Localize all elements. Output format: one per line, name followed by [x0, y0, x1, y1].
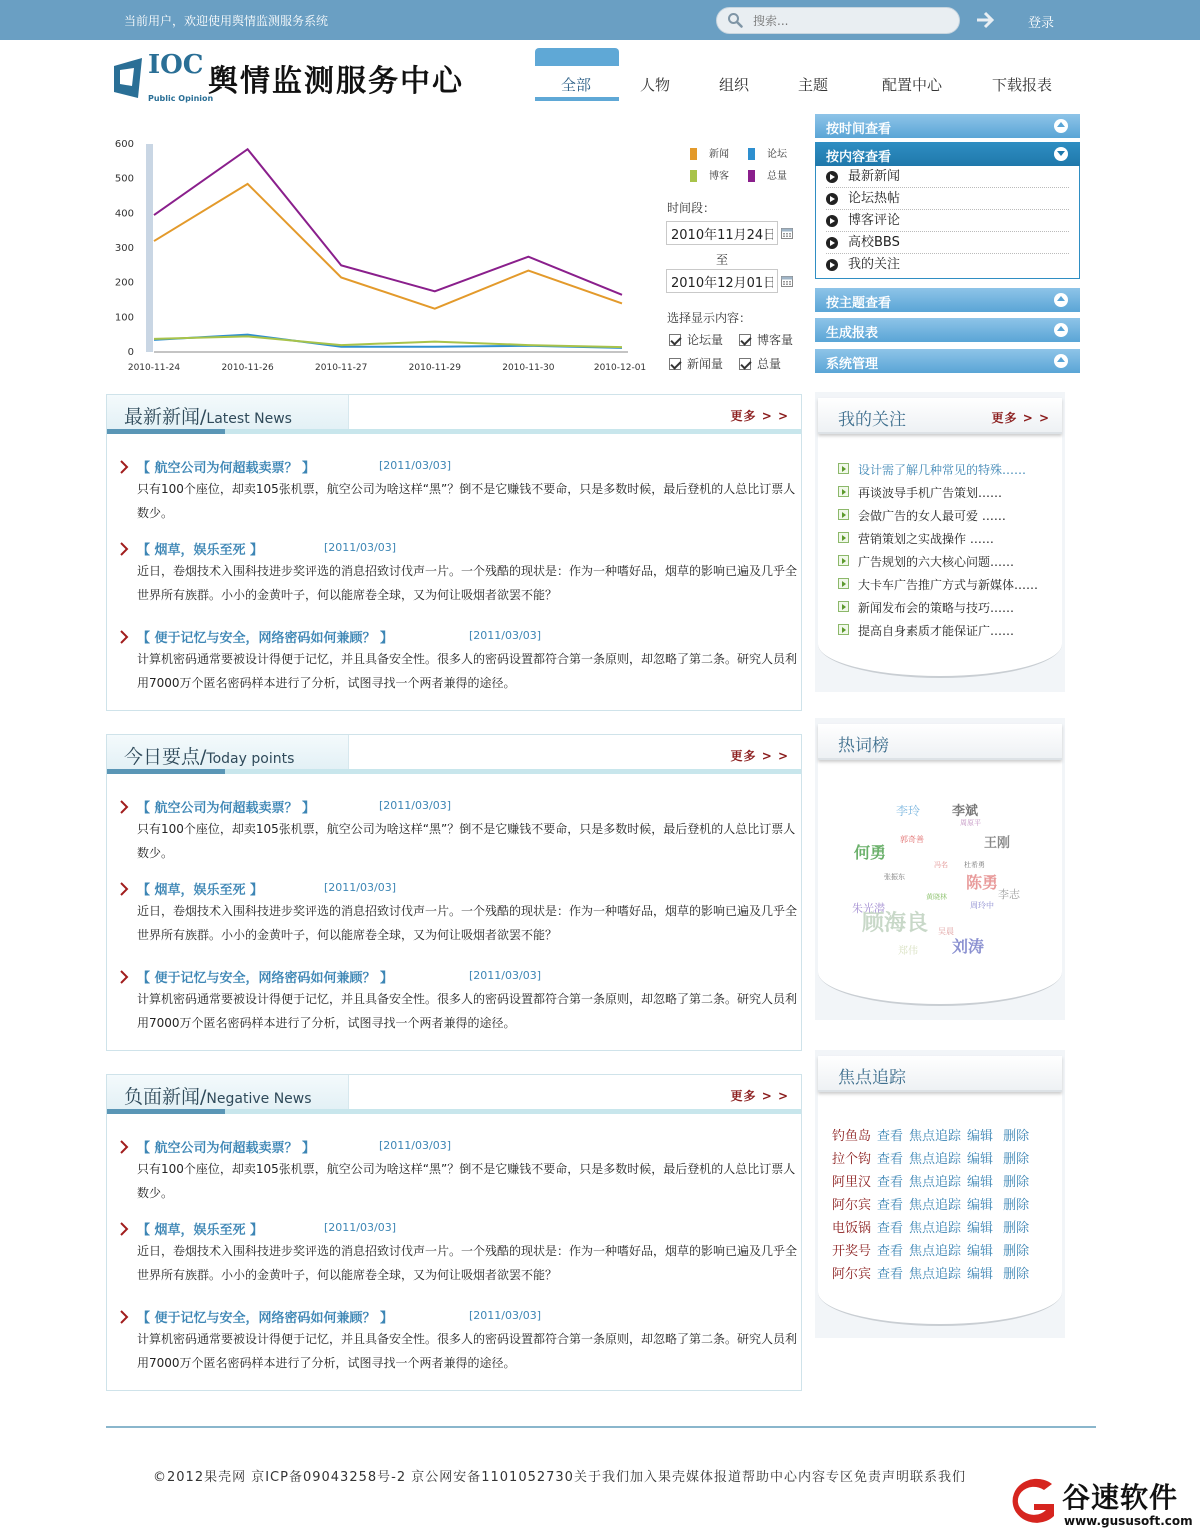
view-link[interactable]: 查看	[877, 1244, 904, 1259]
x-tick-label: 2010-11-27	[315, 363, 368, 373]
search-icon	[727, 12, 743, 28]
collapse-up-icon[interactable]	[1054, 323, 1068, 337]
panel-divider-accent	[107, 1109, 225, 1114]
focus-keyword[interactable]: 阿尔宾	[832, 1267, 872, 1282]
chevron-right-icon	[119, 630, 129, 644]
focus-keyword[interactable]: 拉个钩	[832, 1152, 872, 1167]
watermark-url: www.gususoft.com	[1064, 1514, 1193, 1528]
collapse-up-icon[interactable]	[1054, 293, 1068, 307]
view-link[interactable]: 查看	[877, 1175, 904, 1190]
arrow-box-icon	[838, 555, 849, 566]
focus-track-link[interactable]: 焦点追踪	[909, 1152, 962, 1167]
panel-title: 今日要点/Today points	[124, 746, 295, 768]
arrow-box-icon	[838, 624, 849, 635]
news-volume-checkbox[interactable]	[669, 355, 723, 372]
nav-active-indicator	[535, 48, 619, 66]
hot-word[interactable]: 何勇	[854, 843, 887, 862]
arrow-box-icon	[838, 486, 849, 497]
hot-word[interactable]: 顾海良	[862, 911, 929, 936]
accordion-system	[815, 349, 1080, 373]
chevron-right-icon	[119, 1310, 129, 1324]
legend-swatch	[690, 170, 697, 182]
calendar-icon[interactable]	[781, 275, 793, 287]
legend-item: 新闻	[690, 145, 729, 160]
y-tick-label: 600	[114, 139, 134, 150]
news-date: [2011/03/03]	[469, 1309, 541, 1322]
checkbox-box[interactable]	[669, 334, 681, 346]
start-date-input[interactable]	[666, 221, 778, 245]
y-tick-label: 500	[114, 173, 134, 185]
x-tick-label: 2010-11-26	[221, 363, 274, 373]
hot-word[interactable]: 朱光潜	[852, 902, 885, 915]
more-link[interactable]: 更多 > >	[730, 1089, 789, 1103]
focus-track-link[interactable]: 焦点追踪	[909, 1221, 962, 1236]
checkbox-label: 论坛量	[687, 333, 724, 347]
total-volume-checkbox[interactable]	[739, 355, 781, 372]
logo-subtitle: Public Opinion	[148, 94, 214, 103]
hot-word[interactable]: 李志	[998, 888, 1020, 901]
x-tick-label: 2010-11-30	[502, 363, 555, 373]
trend-chart	[110, 130, 660, 380]
accordion-report	[815, 318, 1080, 342]
accordion-body-content	[815, 166, 1080, 279]
latest-news-panel	[106, 394, 802, 711]
news-title[interactable]: 【 便于记忆与安全，网络密码如何兼顾？ 】	[137, 971, 394, 986]
hot-word[interactable]: 周原平	[960, 819, 981, 827]
nav-tab-topic[interactable]: 主题	[798, 76, 829, 94]
expand-down-icon[interactable]	[1054, 147, 1068, 161]
news-date: [2011/03/03]	[379, 1139, 451, 1152]
y-tick-label: 200	[114, 277, 134, 289]
hot-word[interactable]: 李斌	[952, 804, 979, 819]
news-title[interactable]: 【 便于记忆与安全，网络密码如何兼顾？ 】	[137, 1311, 394, 1326]
panel-tab	[107, 735, 349, 771]
y-tick-label: 0	[127, 347, 134, 358]
play-bullet-icon	[826, 259, 838, 271]
chevron-right-icon	[119, 800, 129, 814]
sidebox-header	[818, 398, 1062, 434]
news-summary: 计算机密码通常要被设计得便于记忆，并且具备安全性。很多人的密码设置都符合第一条原则，却忽略了第二条。研究人员利用7000万个匿名密码样本进行了分析，试图寻找一个两者兼得的途径。	[137, 652, 798, 690]
news-date: [2011/03/03]	[324, 541, 396, 554]
negative-news-panel	[106, 1074, 802, 1391]
news-title[interactable]: 【 航空公司为何超载卖票？ 】	[137, 801, 316, 816]
delete-link[interactable]: 删除	[1003, 1267, 1030, 1282]
news-date: [2011/03/03]	[469, 969, 541, 982]
news-date: [2011/03/03]	[324, 1221, 396, 1234]
accordion-header-system[interactable]: 系统管理	[815, 349, 1080, 373]
calendar-icon[interactable]	[781, 227, 793, 239]
news-title[interactable]: 【 航空公司为何超载卖票？ 】	[137, 1141, 316, 1156]
hot-words-box	[815, 718, 1065, 1020]
nav-tab-download-report[interactable]: 下载报表	[992, 76, 1053, 94]
watermark-logo	[1004, 1476, 1060, 1528]
content-item-blog-comments[interactable]: 博客评论	[826, 210, 1069, 232]
edit-link[interactable]: 编辑	[967, 1244, 994, 1259]
series-line	[154, 149, 622, 295]
content-item-my-follow[interactable]: 我的关注	[826, 254, 1069, 276]
panel-title: 负面新闻/Negative News	[124, 1086, 312, 1108]
arrow-box-icon	[838, 509, 849, 520]
panel-divider-accent	[107, 769, 225, 774]
news-summary: 只有100个座位，却卖105张机票，航空公司为啥这样“黑”？倒不是它赚钱不要命，只是多数时候，最后登机的人总比订票人数少。	[137, 822, 796, 860]
news-date: [2011/03/03]	[324, 881, 396, 894]
hot-word[interactable]: 黄晓林	[926, 893, 947, 901]
play-bullet-icon	[826, 171, 838, 183]
series-line	[154, 184, 622, 309]
y-tick-label: 400	[114, 208, 134, 220]
focus-tracking-box	[815, 1050, 1065, 1338]
watermark	[1000, 1474, 1200, 1530]
news-summary: 近日，卷烟技术入围科技进步奖评选的消息招致讨伐声一片。一个残酷的现状是：作为一种嗜好品，烟草的影响已遍及几乎全世界所有族群。小小的金黄叶子，何以能席卷全球，又为何让吸烟者欲罢不能？	[137, 904, 798, 942]
today-points-panel	[106, 734, 802, 1051]
focus-row	[832, 1148, 1029, 1167]
panel-tab	[107, 1075, 349, 1111]
logo-letters: IOC	[148, 50, 204, 80]
chevron-right-icon	[119, 460, 129, 474]
hot-word[interactable]: 杜希勇	[964, 861, 985, 869]
focus-keyword[interactable]: 阿里汉	[832, 1175, 872, 1190]
focus-keyword[interactable]: 钓鱼岛	[832, 1129, 872, 1144]
forum-volume-checkbox[interactable]	[669, 331, 723, 348]
panel-title: 最新新闻/Latest News	[124, 406, 292, 428]
chart-axis-band	[146, 144, 153, 352]
collapse-up-icon[interactable]	[1054, 354, 1068, 368]
main-nav	[535, 48, 1080, 102]
news-title[interactable]: 【 航空公司为何超载卖票？ 】	[137, 461, 316, 476]
content-item-forum-hot[interactable]: 论坛热帖	[826, 188, 1069, 210]
checkbox-label: 总量	[757, 357, 782, 371]
search-box[interactable]	[716, 7, 960, 34]
y-tick-label: 300	[114, 243, 134, 254]
news-date: [2011/03/03]	[469, 629, 541, 642]
watermark-text: 谷速软件	[1062, 1481, 1179, 1514]
accordion-header-by-topic[interactable]: 按主题查看	[815, 288, 1080, 312]
chevron-right-icon	[119, 1140, 129, 1154]
focus-keyword[interactable]: 电饭锅	[832, 1221, 872, 1236]
focus-row	[832, 1240, 1029, 1259]
display-content-label: 选择显示内容：	[667, 311, 752, 325]
footer-divider	[106, 1426, 1096, 1428]
legend-item: 博客	[690, 167, 729, 182]
news-title[interactable]: 【 便于记忆与安全，网络密码如何兼顾？ 】	[137, 631, 394, 646]
play-bullet-icon	[826, 193, 838, 205]
panel-divider-accent	[107, 429, 225, 434]
news-date: [2011/03/03]	[379, 459, 451, 472]
nav-tab-organization[interactable]: 组织	[719, 76, 750, 94]
view-link[interactable]: 查看	[877, 1129, 904, 1144]
focus-row	[832, 1125, 1029, 1144]
accordion-by-topic	[815, 288, 1080, 312]
checkbox-box[interactable]	[739, 358, 751, 370]
hot-word[interactable]: 郑伟	[898, 946, 918, 957]
focus-track-link[interactable]: 焦点追踪	[909, 1267, 962, 1282]
news-title[interactable]: 【 烟草，娱乐至死 】	[137, 883, 264, 898]
view-link[interactable]: 查看	[877, 1152, 904, 1167]
accordion-by-content	[815, 142, 1080, 279]
my-follow-box	[815, 392, 1065, 692]
end-date-input[interactable]	[666, 269, 778, 293]
more-link[interactable]: 更多 > >	[730, 409, 789, 423]
nav-tab-config[interactable]: 配置中心	[882, 76, 943, 94]
nav-active-underline	[535, 97, 619, 101]
to-label: 至	[716, 253, 729, 267]
legend-swatch	[748, 170, 755, 182]
my-follow-title: 我的关注	[838, 410, 906, 430]
sidebox-header	[818, 1056, 1062, 1092]
delete-link[interactable]: 删除	[1003, 1152, 1030, 1167]
view-link[interactable]: 查看	[877, 1198, 904, 1213]
arrow-box-icon	[838, 601, 849, 612]
focus-track-link[interactable]: 焦点追踪	[909, 1244, 962, 1259]
news-date: [2011/03/03]	[379, 799, 451, 812]
delete-link[interactable]: 删除	[1003, 1175, 1030, 1190]
news-title[interactable]: 【 烟草，娱乐至死 】	[137, 1223, 264, 1238]
focus-row	[832, 1171, 1029, 1190]
chevron-right-icon	[119, 970, 129, 984]
arrow-box-icon	[838, 532, 849, 543]
focus-track-link[interactable]: 焦点追踪	[909, 1129, 962, 1144]
play-bullet-icon	[826, 215, 838, 227]
arrow-box-icon	[838, 463, 849, 474]
welcome-text: 当前用户，欢迎使用舆情监测服务系统	[124, 14, 329, 28]
hot-word[interactable]: 周玲中	[970, 901, 994, 910]
delete-link[interactable]: 删除	[1003, 1129, 1030, 1144]
delete-link[interactable]: 删除	[1003, 1198, 1030, 1213]
y-tick-label: 100	[114, 312, 134, 324]
collapse-up-icon[interactable]	[1054, 119, 1068, 133]
legend-swatch	[748, 148, 755, 160]
news-summary: 只有100个座位，却卖105张机票，航空公司为啥这样“黑”？倒不是它赚钱不要命，只是多数时候，最后登机的人总比订票人数少。	[137, 482, 796, 520]
legend-item: 论坛	[748, 145, 787, 160]
accordion-header-by-content[interactable]: 按内容查看	[815, 142, 1080, 166]
hot-word[interactable]: 冯名	[934, 861, 948, 869]
news-title[interactable]: 【 烟草，娱乐至死 】	[137, 543, 264, 558]
more-link[interactable]: 更多 > >	[991, 411, 1050, 425]
checkbox-box[interactable]	[739, 334, 751, 346]
arrow-box-icon	[838, 578, 849, 589]
edit-link[interactable]: 编辑	[967, 1198, 994, 1213]
focus-track-link[interactable]: 焦点追踪	[909, 1198, 962, 1213]
login-link[interactable]: 登录	[1028, 16, 1055, 31]
my-follow-card: 我的关注 更多 > > 设计需了解几种常见的特殊…… 再谈波导手机广告策划…… 会做广告的女人最可爱 …… 营销策划之实战操作 …… 广告规划的六大核心问题…… 大卡车广告推广方式与新媒体…… 新闻发布会的策略与技巧…… 提高自身素质才能保证广……	[818, 398, 1062, 678]
focus-row	[832, 1217, 1029, 1236]
blog-volume-checkbox[interactable]	[739, 331, 793, 348]
chevron-right-icon	[119, 542, 129, 556]
top-bar	[0, 0, 1200, 40]
content-item-latest-news[interactable]: 最新新闻	[826, 166, 1069, 188]
legend-item: 总量	[748, 167, 787, 182]
focus-tracking-card	[818, 1056, 1062, 1326]
legend-swatch	[690, 148, 697, 160]
panel-tab	[107, 395, 349, 431]
nav-tab-all[interactable]: 全部	[561, 76, 592, 94]
focus-tracking-title: 焦点追踪	[838, 1068, 906, 1088]
hot-words-title: 热词榜	[838, 736, 889, 756]
sidebox-header	[818, 724, 1062, 760]
site-title: 舆情监测服务中心	[208, 64, 464, 99]
edit-link[interactable]: 编辑	[967, 1175, 994, 1190]
hot-words-card	[818, 724, 1062, 1006]
chevron-right-icon	[119, 1222, 129, 1236]
series-line	[154, 336, 622, 347]
focus-row	[832, 1263, 1029, 1282]
focus-keyword[interactable]: 开奖号	[832, 1244, 872, 1259]
edit-link[interactable]: 编辑	[967, 1152, 994, 1167]
news-summary: 只有100个座位，却卖105张机票，航空公司为啥这样“黑”？倒不是它赚钱不要命，只是多数时候，最后登机的人总比订票人数少。	[137, 1162, 796, 1200]
x-tick-label: 2010-11-24	[127, 363, 181, 373]
news-summary: 近日，卷烟技术入围科技进步奖评选的消息招致讨伐声一片。一个残酷的现状是：作为一种嗜好品，烟草的影响已遍及几乎全世界所有族群。小小的金黄叶子，何以能席卷全球，又为何让吸烟者欲罢不能？	[137, 564, 798, 602]
hot-word[interactable]: 陈勇	[966, 873, 999, 892]
more-link[interactable]: 更多 > >	[730, 749, 789, 763]
period-label: 时间段：	[667, 201, 716, 215]
view-link[interactable]: 查看	[877, 1221, 904, 1236]
hot-word[interactable]: 吴晨	[938, 927, 954, 936]
checkbox-box[interactable]	[669, 358, 681, 370]
focus-track-link[interactable]: 焦点追踪	[909, 1175, 962, 1190]
search-input[interactable]	[753, 12, 948, 30]
hot-word[interactable]: 刘涛	[952, 937, 985, 956]
checkbox-label: 新闻量	[687, 357, 724, 371]
news-summary: 计算机密码通常要被设计得便于记忆，并且具备安全性。很多人的密码设置都符合第一条原则，却忽略了第二条。研究人员利用7000万个匿名密码样本进行了分析，试图寻找一个两者兼得的途径。	[137, 1332, 798, 1370]
accordion-by-time	[815, 114, 1080, 138]
edit-link[interactable]: 编辑	[967, 1129, 994, 1144]
accordion-header-report[interactable]: 生成报表	[815, 318, 1080, 342]
hot-word[interactable]: 王刚	[984, 836, 1011, 851]
hot-word[interactable]: 郭奇善	[900, 835, 924, 844]
arrow-right-icon[interactable]	[975, 10, 995, 30]
view-link[interactable]: 查看	[877, 1267, 904, 1282]
delete-link[interactable]: 删除	[1003, 1221, 1030, 1236]
chevron-right-icon	[119, 882, 129, 896]
x-tick-label: 2010-12-01	[593, 363, 647, 373]
hot-word[interactable]: 张振东	[884, 873, 905, 881]
checkbox-label: 博客量	[757, 333, 794, 347]
content-item-college-bbs[interactable]: 高校BBS	[826, 232, 1069, 254]
delete-link[interactable]: 删除	[1003, 1244, 1030, 1259]
hot-word[interactable]: 李玲	[896, 804, 921, 818]
focus-row	[832, 1194, 1029, 1213]
focus-keyword[interactable]: 阿尔宾	[832, 1198, 872, 1213]
news-summary: 近日，卷烟技术入围科技进步奖评选的消息招致讨伐声一片。一个残酷的现状是：作为一种嗜好品，烟草的影响已遍及几乎全世界所有族群。小小的金黄叶子，何以能席卷全球，又为何让吸烟者欲罢不能？	[137, 1244, 798, 1282]
edit-link[interactable]: 编辑	[967, 1221, 994, 1236]
nav-tab-people[interactable]: 人物	[640, 76, 671, 94]
play-bullet-icon	[826, 237, 838, 249]
accordion-header-by-time[interactable]: 按时间查看	[815, 114, 1080, 138]
footer-text: ©2012果壳网 京ICP备09043258号-2 京公网安备1101052730关于我们加入果壳媒体报道帮助中心内容专区免责声明联系我们	[153, 1470, 966, 1485]
news-summary: 计算机密码通常要被设计得便于记忆，并且具备安全性。很多人的密码设置都符合第一条原则，却忽略了第二条。研究人员利用7000万个匿名密码样本进行了分析，试图寻找一个两者兼得的途径。	[137, 992, 798, 1030]
edit-link[interactable]: 编辑	[967, 1267, 994, 1282]
x-tick-label: 2010-11-29	[408, 363, 461, 373]
